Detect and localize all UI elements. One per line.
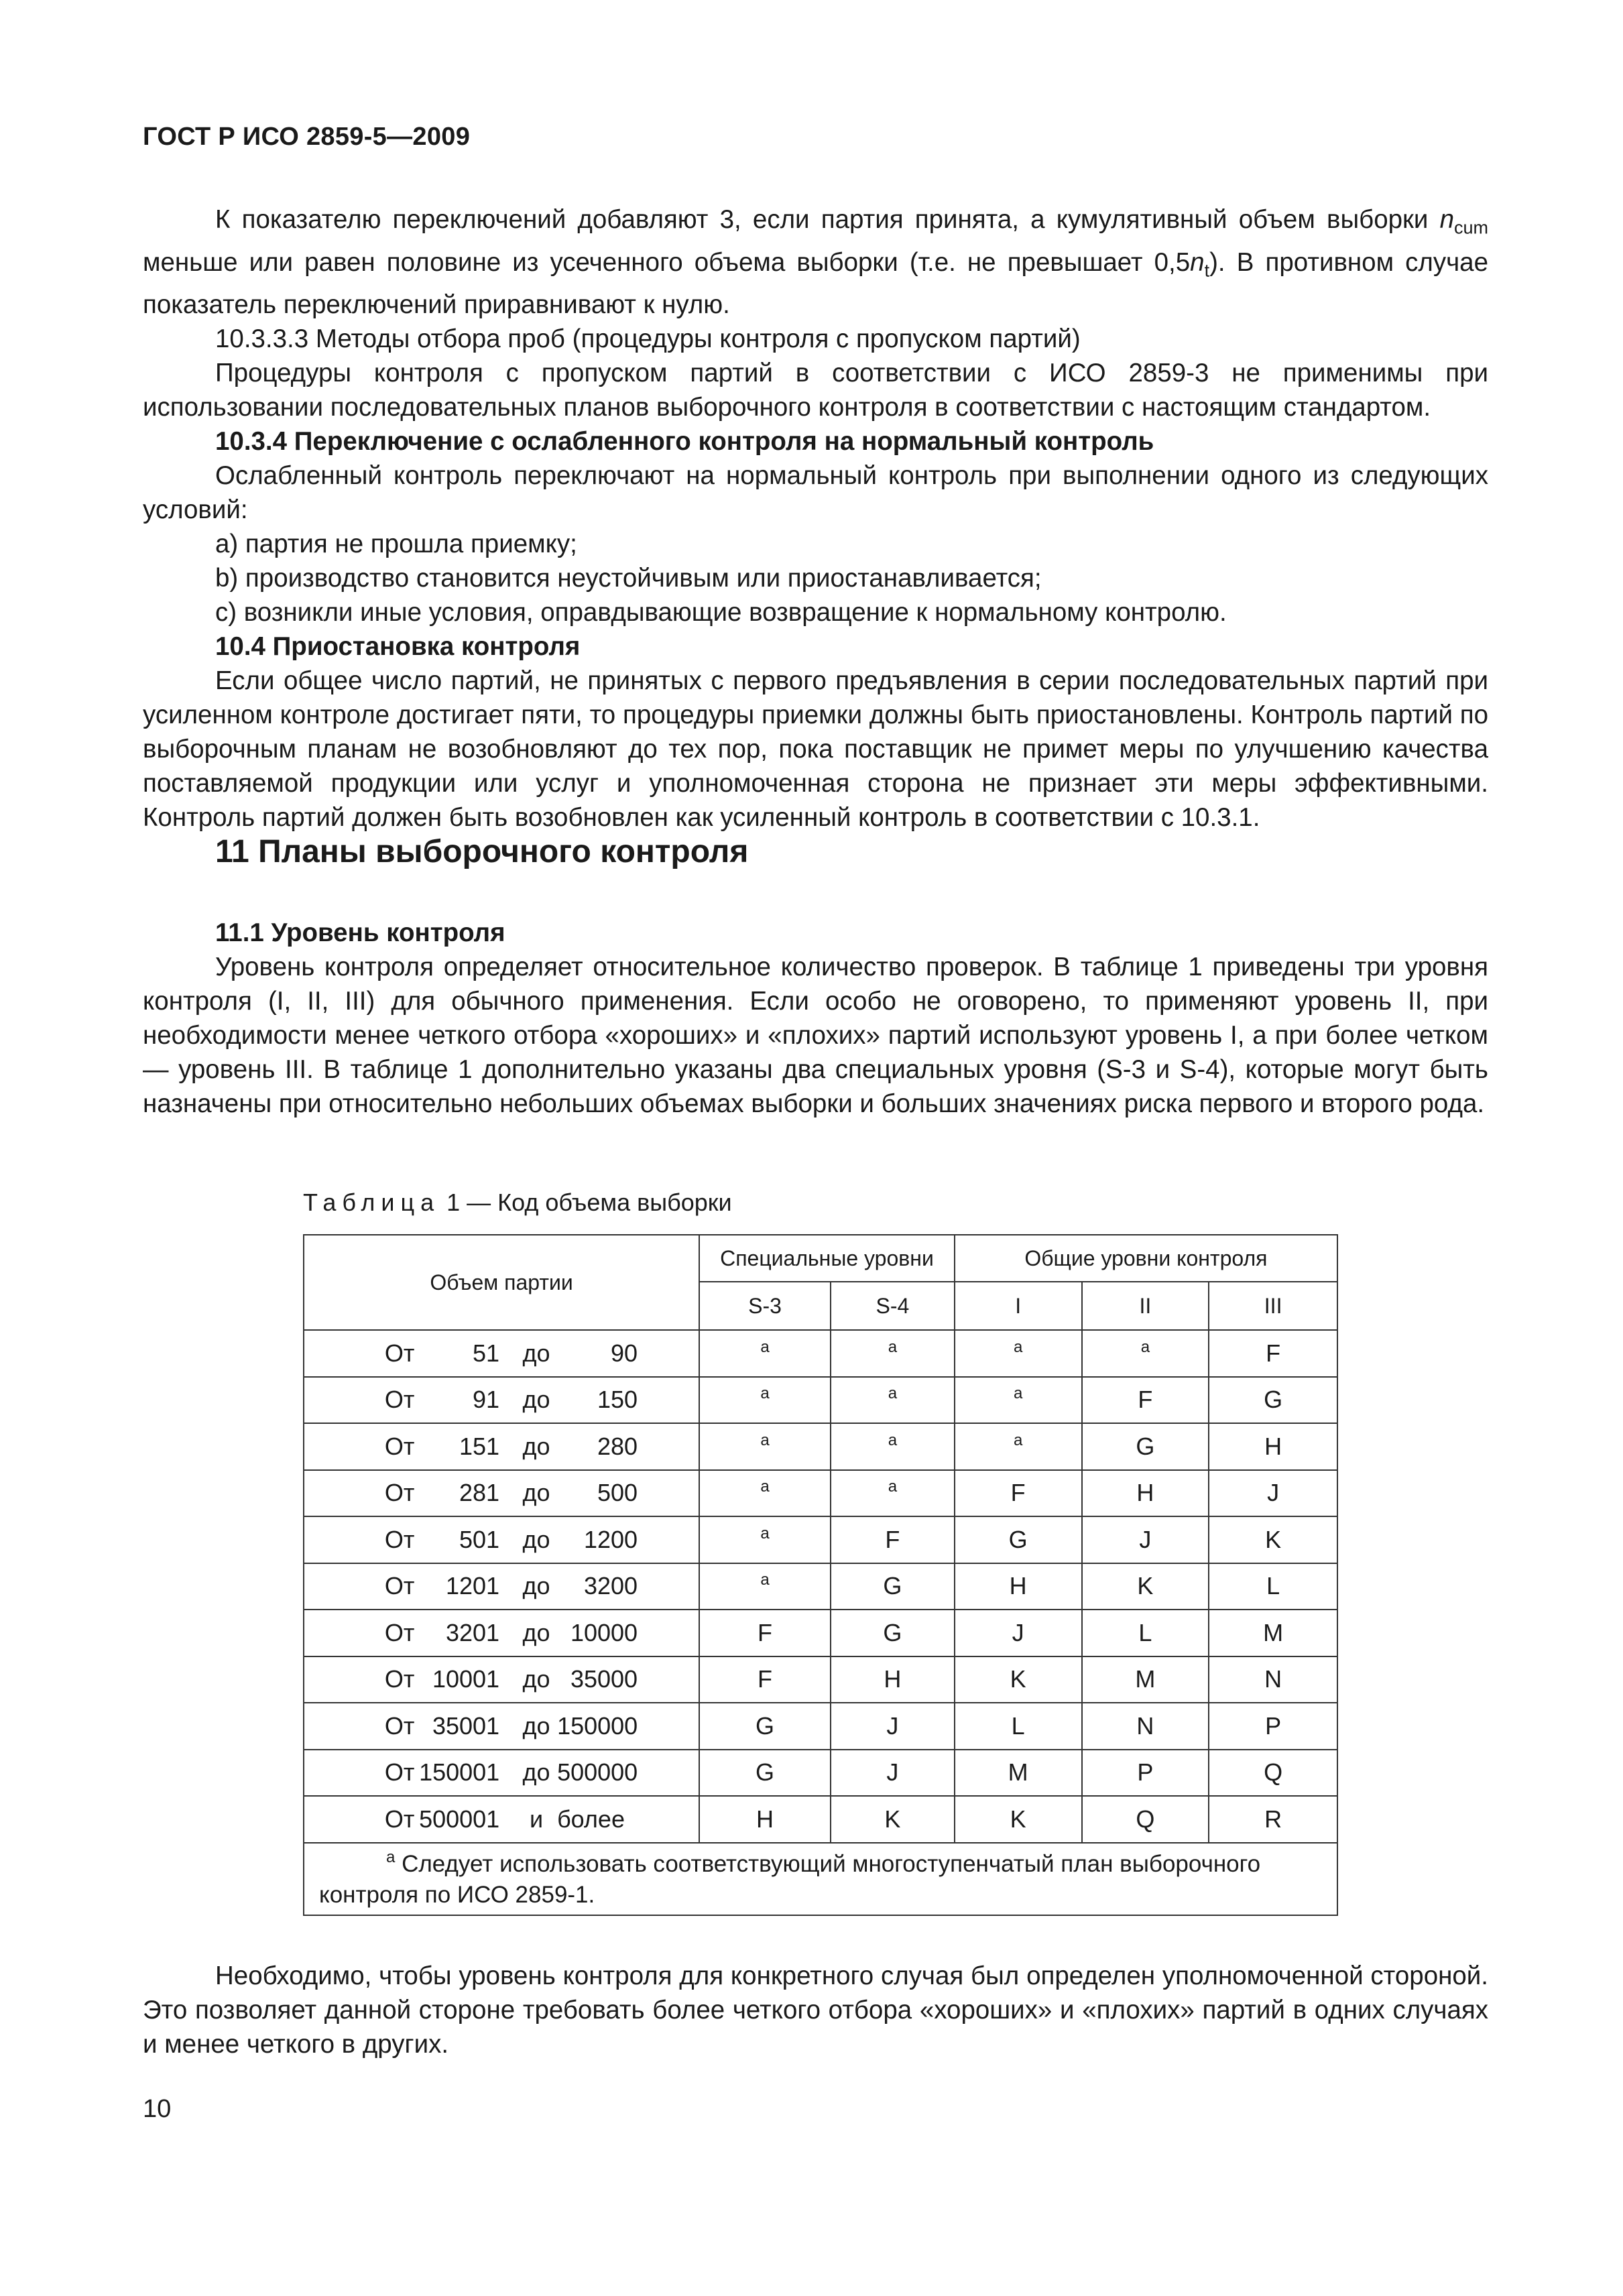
- code-cell: K: [1082, 1563, 1209, 1610]
- body-text-bottom: [143, 1959, 1488, 2061]
- footnote-ref: a: [888, 1337, 898, 1356]
- code-cell: G: [1082, 1423, 1209, 1470]
- lot-to-label: до: [522, 1525, 550, 1553]
- code-cell: K: [955, 1796, 1082, 1843]
- table-row: [304, 1796, 1337, 1843]
- lot-to-label: и: [530, 1805, 544, 1833]
- col-header-ii: II: [1082, 1282, 1209, 1330]
- lot-from-value: 151: [459, 1432, 500, 1460]
- paragraph-inspection-level: Уровень контроля определяет относительное количество проверок. В таблице 1 приведены три уровня контроля (I, II, III) для обычного применения. Если особо не оговорено, то применяют уровень II, при необходимости менее четкого отбора «хороших» и «плохих» партий используют уровень I, а при более четком — уровень III. В таблице 1 дополнительно указаны два специальных уровня (S-3 и S-4), которые могут быть назначены при относительно небольших объемах выборки и больших значениях риска первого и второго рода.: [143, 953, 1488, 1118]
- code-cell: R: [1209, 1796, 1337, 1843]
- code-cell: M: [955, 1750, 1082, 1797]
- lot-to-value: 150: [597, 1386, 638, 1414]
- code-cell: [1082, 1330, 1209, 1377]
- footnote-text: Следует использовать соответствующий многоступенчатый план выборочного контроля по ИСО 2859-1.: [319, 1850, 1261, 1908]
- code-cell: H: [831, 1656, 955, 1703]
- group-header-general: Общие уровни контроля: [955, 1235, 1337, 1282]
- code-cell: [831, 1330, 955, 1377]
- footnote-ref: a: [760, 1477, 770, 1496]
- lot-from-label: От: [384, 1525, 415, 1553]
- paragraph-suspension: Если общее число партий, не принятых с первого предъявления в серии последовательных партий при усиленном контроле достигает пяти, то процедуры приемки должны быть приостановлены. Контроль партий по выборочным планам не возобновляют до тех пор, пока поставщик не примет меры по улучшению качества поставляемой продукции или услуг и уполномоченная сторона не признает эти меры эффективными. Контроль партий должен быть возобновлен как усиленный контроль в соответствии с 10.3.1.: [143, 666, 1488, 833]
- paragraph-authority: Необходимо, чтобы уровень контроля для конкретного случая был определен уполномоченной стороной. Это позволяет данной стороне требовать более четкого отбора «хороших» и «плохих» партий в одних случаях и менее четкого в других.: [143, 1961, 1488, 2059]
- para1-text-b: меньше или равен половине из усеченного объема выборки (т.е. не превышает 0,5: [143, 247, 1191, 277]
- table-row: [304, 1423, 1337, 1470]
- table-caption-text: 1 — Код объема выборки: [440, 1189, 732, 1216]
- lot-to-value: 1200: [583, 1525, 638, 1553]
- code-cell: F: [1209, 1330, 1337, 1377]
- footnote-ref: a: [1013, 1384, 1023, 1403]
- code-cell: M: [1209, 1610, 1337, 1656]
- lot-from-value: 150001: [419, 1758, 500, 1787]
- code-cell: J: [955, 1610, 1082, 1656]
- table-row: [304, 1750, 1337, 1797]
- code-cell: [955, 1377, 1082, 1424]
- code-cell: G: [699, 1703, 831, 1750]
- list-item-b: b) производство становится неустойчивым или приостанавливается;: [215, 564, 1042, 593]
- col-header-iii: III: [1209, 1282, 1337, 1330]
- code-cell: [831, 1377, 955, 1424]
- lot-from-label: От: [384, 1665, 415, 1693]
- table-row: [304, 1703, 1337, 1750]
- lot-to-label: до: [522, 1572, 550, 1600]
- heading-11-1: 11.1 Уровень контроля: [215, 918, 505, 947]
- body-text-top: [143, 202, 1488, 835]
- lot-to-label: до: [522, 1339, 550, 1367]
- code-cell: L: [955, 1703, 1082, 1750]
- lot-size-cell: [304, 1516, 699, 1563]
- footnote-ref: a: [1013, 1431, 1023, 1449]
- lot-from-label: От: [384, 1758, 415, 1787]
- lot-from-value: 3201: [445, 1618, 500, 1646]
- lot-to-label: до: [522, 1665, 550, 1693]
- lot-size-cell: [304, 1423, 699, 1470]
- lot-from-label: От: [384, 1432, 415, 1460]
- code-cell: N: [1082, 1703, 1209, 1750]
- lot-to-label: до: [522, 1711, 550, 1740]
- para1-text-c: ). В противном случае показатель переключений приравнивают к нулю.: [143, 247, 1488, 320]
- list-item-a: a) партия не прошла приемку;: [215, 530, 577, 559]
- lot-to-value: более: [557, 1805, 625, 1833]
- paragraph-skip-lot: Процедуры контроля с пропуском партий в соответствии с ИСО 2859-3 не применимы при использовании последовательных планов выборочного контроля в соответствии с настоящим стандартом.: [143, 359, 1488, 422]
- body-text-11-1: [143, 916, 1488, 1121]
- table-row: [304, 1377, 1337, 1424]
- lot-from-label: От: [384, 1572, 415, 1600]
- lot-size-cell: [304, 1563, 699, 1610]
- footnote-ref: a: [760, 1384, 770, 1403]
- code-cell: Q: [1082, 1796, 1209, 1843]
- table-footnote: [304, 1843, 1337, 1915]
- code-cell: H: [955, 1563, 1082, 1610]
- code-cell: F: [831, 1516, 955, 1563]
- lot-size-cell: [304, 1656, 699, 1703]
- lot-from-value: 10001: [432, 1665, 500, 1693]
- paragraph-10333: 10.3.3.3 Методы отбора проб (процедуры контроля с пропуском партий): [215, 324, 1081, 354]
- lot-to-value: 500: [597, 1479, 638, 1507]
- paragraph-switching-score: [143, 202, 1488, 322]
- footnote-ref: a: [760, 1337, 770, 1356]
- sample-size-code-table: [303, 1234, 1338, 1916]
- lot-to-value: 3200: [583, 1572, 638, 1600]
- code-cell: G: [699, 1750, 831, 1797]
- lot-to-value: 90: [611, 1339, 638, 1367]
- footnote-ref: a: [760, 1524, 770, 1543]
- code-cell: K: [1209, 1516, 1337, 1563]
- footnote-ref: a: [760, 1431, 770, 1449]
- code-cell: N: [1209, 1656, 1337, 1703]
- lot-to-value: 500000: [557, 1758, 638, 1787]
- lot-from-label: От: [384, 1805, 415, 1833]
- lot-size-cell: [304, 1377, 699, 1424]
- code-cell: J: [1082, 1516, 1209, 1563]
- table-row: [304, 1563, 1337, 1610]
- lot-size-cell: [304, 1703, 699, 1750]
- lot-to-value: 10000: [570, 1618, 638, 1646]
- code-cell: [831, 1423, 955, 1470]
- footnote-mark: a: [386, 1848, 396, 1866]
- lot-size-cell: [304, 1330, 699, 1377]
- code-cell: K: [955, 1656, 1082, 1703]
- code-cell: L: [1082, 1610, 1209, 1656]
- subscript-t: t: [1204, 260, 1210, 281]
- code-cell: M: [1082, 1656, 1209, 1703]
- code-cell: P: [1082, 1750, 1209, 1797]
- code-cell: G: [831, 1563, 955, 1610]
- code-cell: H: [699, 1796, 831, 1843]
- code-cell: H: [1209, 1423, 1337, 1470]
- code-cell: [699, 1563, 831, 1610]
- code-cell: H: [1082, 1470, 1209, 1517]
- code-cell: G: [831, 1610, 955, 1656]
- lot-to-label: до: [522, 1432, 550, 1460]
- footnote-ref: a: [888, 1384, 898, 1403]
- code-cell: Q: [1209, 1750, 1337, 1797]
- lot-size-cell: [304, 1610, 699, 1656]
- page-number: 10: [143, 2095, 172, 2123]
- lot-from-label: От: [384, 1618, 415, 1646]
- lot-to-value: 35000: [570, 1665, 638, 1693]
- code-cell: [699, 1423, 831, 1470]
- code-cell: J: [831, 1703, 955, 1750]
- group-header-special: Специальные уровни: [699, 1235, 955, 1282]
- lot-from-value: 500001: [419, 1805, 500, 1833]
- lot-to-label: до: [522, 1618, 550, 1646]
- lot-to-label: до: [522, 1758, 550, 1787]
- var-n-cum: n: [1439, 205, 1454, 234]
- lot-to-label: до: [522, 1479, 550, 1507]
- list-item-c: c) возникли иные условия, оправдывающие возвращение к нормальному контролю.: [215, 598, 1227, 627]
- footnote-ref: a: [760, 1571, 770, 1589]
- table-body: [304, 1330, 1337, 1843]
- lot-from-value: 1201: [445, 1572, 500, 1600]
- col-header-s4: S-4: [831, 1282, 955, 1330]
- paragraph-reduced-to-normal: Ослабленный контроль переключают на нормальный контроль при выполнении одного из следующих условий:: [143, 461, 1488, 525]
- lot-from-value: 91: [473, 1386, 500, 1414]
- table-caption-label: Таблица: [303, 1189, 440, 1216]
- heading-10-4: 10.4 Приостановка контроля: [215, 632, 581, 662]
- code-cell: F: [1082, 1377, 1209, 1424]
- col-header-i: I: [955, 1282, 1082, 1330]
- table-row: [304, 1516, 1337, 1563]
- footnote-ref: a: [888, 1477, 898, 1496]
- footnote-ref: a: [1013, 1337, 1023, 1356]
- code-cell: G: [1209, 1377, 1337, 1424]
- code-cell: [699, 1516, 831, 1563]
- code-cell: F: [699, 1610, 831, 1656]
- para1-text-a: К показателю переключений добавляют 3, если партия принята, а кумулятивный объем выборки: [215, 205, 1440, 234]
- heading-11: 11 Планы выборочного контроля: [215, 834, 749, 869]
- code-cell: F: [955, 1470, 1082, 1517]
- lot-to-value: 280: [597, 1432, 638, 1460]
- document-header: ГОСТ Р ИСО 2859-5—2009: [143, 123, 471, 151]
- code-cell: G: [955, 1516, 1082, 1563]
- lot-to-label: до: [522, 1386, 550, 1414]
- lot-from-label: От: [384, 1339, 415, 1367]
- code-cell: J: [1209, 1470, 1337, 1517]
- lot-from-label: От: [384, 1479, 415, 1507]
- lot-from-label: От: [384, 1386, 415, 1414]
- table-caption: [303, 1189, 732, 1217]
- code-cell: F: [699, 1656, 831, 1703]
- code-cell: [955, 1330, 1082, 1377]
- lot-from-value: 51: [473, 1339, 500, 1367]
- subscript-cum: cum: [1453, 217, 1488, 238]
- lot-from-value: 281: [459, 1479, 500, 1507]
- table-row: [304, 1330, 1337, 1377]
- table-row: [304, 1656, 1337, 1703]
- table-row: [304, 1610, 1337, 1656]
- lot-from-value: 35001: [432, 1711, 500, 1740]
- code-cell: [831, 1470, 955, 1517]
- footnote-ref: a: [1140, 1337, 1150, 1356]
- footnote-ref: a: [888, 1431, 898, 1449]
- code-cell: P: [1209, 1703, 1337, 1750]
- lot-size-cell: [304, 1750, 699, 1797]
- code-cell: [699, 1330, 831, 1377]
- lot-size-cell: [304, 1796, 699, 1843]
- code-cell: K: [831, 1796, 955, 1843]
- table-row: [304, 1470, 1337, 1517]
- lot-to-value: 150000: [557, 1711, 638, 1740]
- code-cell: J: [831, 1750, 955, 1797]
- code-cell: [699, 1470, 831, 1517]
- code-cell: [699, 1377, 831, 1424]
- col-header-lot-size: Объем партии: [304, 1235, 699, 1330]
- lot-from-label: От: [384, 1711, 415, 1740]
- code-cell: L: [1209, 1563, 1337, 1610]
- code-cell: [955, 1423, 1082, 1470]
- lot-size-cell: [304, 1470, 699, 1517]
- lot-from-value: 501: [459, 1525, 500, 1553]
- heading-10-3-4: 10.3.4 Переключение с ослабленного контроля на нормальный контроль: [215, 427, 1154, 457]
- col-header-s3: S-3: [699, 1282, 831, 1330]
- var-n-t: n: [1190, 247, 1205, 277]
